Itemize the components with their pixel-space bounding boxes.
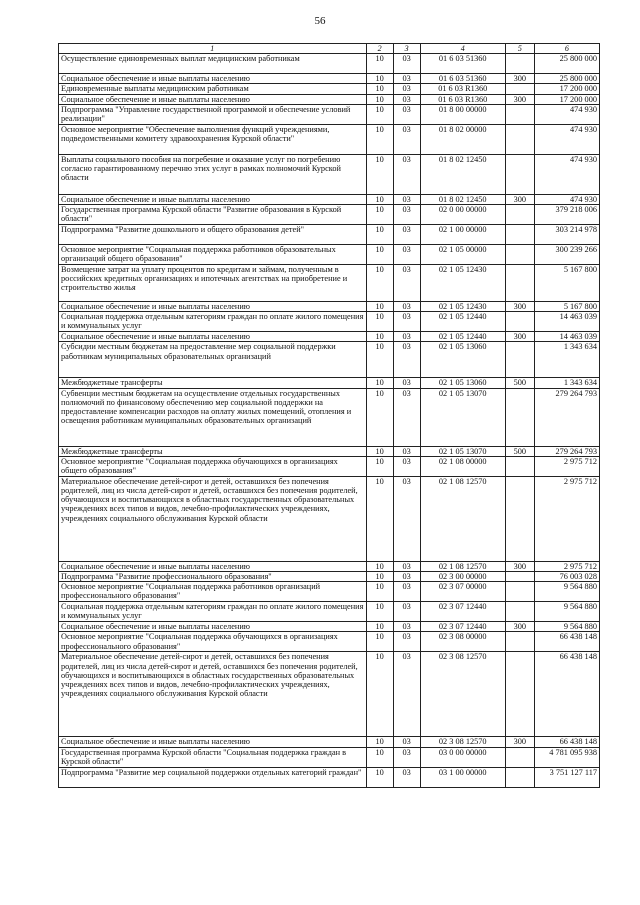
row-name: Социальное обеспечение и иные выплаты населению bbox=[59, 302, 367, 312]
row-expense-type bbox=[505, 456, 534, 476]
row-name: Подпрограмма "Управление государственной программой и обеспечение условий реализации" bbox=[59, 104, 367, 124]
table-row bbox=[59, 54, 600, 74]
row-section: 10 bbox=[366, 245, 393, 265]
row-subsection: 03 bbox=[393, 205, 420, 225]
row-expense-type bbox=[505, 225, 534, 245]
row-name: Основное мероприятие "Социальная поддержка обучающихся в организациях профессионального образования" bbox=[59, 632, 367, 652]
row-section: 10 bbox=[366, 446, 393, 456]
row-section: 10 bbox=[366, 561, 393, 571]
row-section: 10 bbox=[366, 54, 393, 74]
row-target-article: 02 0 00 00000 bbox=[420, 205, 505, 225]
row-section: 10 bbox=[366, 342, 393, 378]
table-row bbox=[59, 265, 600, 302]
row-subsection: 03 bbox=[393, 312, 420, 332]
row-amount: 76 003 028 bbox=[534, 572, 599, 582]
column-number: 5 bbox=[505, 44, 534, 54]
row-expense-type bbox=[505, 265, 534, 302]
row-name: Основное мероприятие "Социальная поддержка обучающихся в организациях общего образования" bbox=[59, 456, 367, 476]
row-target-article: 02 1 05 13060 bbox=[420, 342, 505, 378]
table-row bbox=[59, 342, 600, 378]
row-section: 10 bbox=[366, 104, 393, 124]
row-name: Единовременные выплаты медицинским работникам bbox=[59, 84, 367, 94]
row-name: Основное мероприятие "Обеспечение выполнения функций учреждениями, подведомственными комитету здравоохранения Курской области" bbox=[59, 124, 367, 154]
table-row bbox=[59, 572, 600, 582]
row-target-article: 02 3 07 12440 bbox=[420, 602, 505, 622]
table-row bbox=[59, 332, 600, 342]
row-subsection: 03 bbox=[393, 602, 420, 622]
row-section: 10 bbox=[366, 652, 393, 737]
row-name: Межбюджетные трансферты bbox=[59, 378, 367, 388]
table-row bbox=[59, 245, 600, 265]
row-amount: 5 167 800 bbox=[534, 265, 599, 302]
row-subsection: 03 bbox=[393, 652, 420, 737]
row-target-article: 01 8 02 00000 bbox=[420, 124, 505, 154]
row-target-article: 02 1 08 12570 bbox=[420, 561, 505, 571]
row-section: 10 bbox=[366, 332, 393, 342]
row-section: 10 bbox=[366, 602, 393, 622]
row-target-article: 01 6 03 51360 bbox=[420, 54, 505, 74]
row-amount: 66 438 148 bbox=[534, 652, 599, 737]
row-name: Подпрограмма "Развитие мер социальной поддержки отдельных категорий граждан" bbox=[59, 767, 367, 787]
row-section: 10 bbox=[366, 194, 393, 204]
row-target-article: 02 1 05 13060 bbox=[420, 378, 505, 388]
row-amount: 474 930 bbox=[534, 154, 599, 194]
row-expense-type bbox=[505, 104, 534, 124]
row-amount: 25 800 000 bbox=[534, 74, 599, 84]
table-row bbox=[59, 84, 600, 94]
row-target-article: 02 1 05 12440 bbox=[420, 312, 505, 332]
column-number: 4 bbox=[420, 44, 505, 54]
row-expense-type bbox=[505, 245, 534, 265]
row-subsection: 03 bbox=[393, 104, 420, 124]
row-expense-type bbox=[505, 632, 534, 652]
row-subsection: 03 bbox=[393, 767, 420, 787]
row-subsection: 03 bbox=[393, 302, 420, 312]
row-subsection: 03 bbox=[393, 54, 420, 74]
row-target-article: 02 1 08 12570 bbox=[420, 476, 505, 561]
table-row bbox=[59, 225, 600, 245]
row-expense-type: 300 bbox=[505, 74, 534, 84]
row-amount: 300 239 266 bbox=[534, 245, 599, 265]
table-row bbox=[59, 124, 600, 154]
row-subsection: 03 bbox=[393, 622, 420, 632]
row-expense-type: 300 bbox=[505, 194, 534, 204]
row-target-article: 02 1 05 13070 bbox=[420, 446, 505, 456]
row-expense-type: 300 bbox=[505, 332, 534, 342]
table-row bbox=[59, 446, 600, 456]
row-subsection: 03 bbox=[393, 332, 420, 342]
table-row bbox=[59, 312, 600, 332]
row-subsection: 03 bbox=[393, 446, 420, 456]
row-target-article: 01 6 03 51360 bbox=[420, 74, 505, 84]
row-target-article: 01 8 00 00000 bbox=[420, 104, 505, 124]
row-target-article: 01 6 03 R1360 bbox=[420, 94, 505, 104]
row-amount: 474 930 bbox=[534, 124, 599, 154]
row-target-article: 01 6 03 R1360 bbox=[420, 84, 505, 94]
column-number: 2 bbox=[366, 44, 393, 54]
row-amount: 17 200 000 bbox=[534, 84, 599, 94]
table-row bbox=[59, 652, 600, 737]
row-amount: 2 975 712 bbox=[534, 476, 599, 561]
table-row bbox=[59, 194, 600, 204]
row-amount: 379 218 006 bbox=[534, 205, 599, 225]
page-number: 56 bbox=[314, 15, 326, 27]
row-name: Субвенции местным бюджетам на осуществление отдельных государственных полномочий по финансовому обеспечению мер социальной поддержки на предоставление компенсации расходов на оплату жилых помещений, отопления и освещения работникам муниципальных образовательных организаций bbox=[59, 388, 367, 446]
row-target-article: 02 3 08 00000 bbox=[420, 632, 505, 652]
row-section: 10 bbox=[366, 622, 393, 632]
row-expense-type bbox=[505, 205, 534, 225]
row-name: Осуществление единовременных выплат медицинским работникам bbox=[59, 54, 367, 74]
row-amount: 17 200 000 bbox=[534, 94, 599, 104]
row-amount: 1 343 634 bbox=[534, 342, 599, 378]
row-expense-type bbox=[505, 476, 534, 561]
row-section: 10 bbox=[366, 94, 393, 104]
row-amount: 2 975 712 bbox=[534, 561, 599, 571]
table-row bbox=[59, 737, 600, 747]
row-target-article: 03 0 00 00000 bbox=[420, 747, 505, 767]
row-amount: 1 343 634 bbox=[534, 378, 599, 388]
row-target-article: 02 3 07 00000 bbox=[420, 582, 505, 602]
row-name: Социальная поддержка отдельным категориям граждан по оплате жилого помещения и коммунальных услуг bbox=[59, 602, 367, 622]
row-amount: 25 800 000 bbox=[534, 54, 599, 74]
table-row bbox=[59, 767, 600, 787]
row-subsection: 03 bbox=[393, 154, 420, 194]
table-row bbox=[59, 747, 600, 767]
row-amount: 66 438 148 bbox=[534, 632, 599, 652]
row-section: 10 bbox=[366, 205, 393, 225]
row-section: 10 bbox=[366, 154, 393, 194]
row-expense-type: 500 bbox=[505, 378, 534, 388]
row-amount: 9 564 880 bbox=[534, 622, 599, 632]
table-row bbox=[59, 104, 600, 124]
row-target-article: 02 3 08 12570 bbox=[420, 652, 505, 737]
row-name: Материальное обеспечение детей-сирот и детей, оставшихся без попечения родителей, лиц из числа детей-сирот и детей, оставшихся без попечения родителей, обучающихся и воспитывающихся в областных государственных образовательных учреждениях всех типов и видов, лечебно-профилактических учреждениях, учреждениях социального обслуживания Курской области bbox=[59, 652, 367, 737]
row-target-article: 02 1 05 13070 bbox=[420, 388, 505, 446]
row-expense-type: 300 bbox=[505, 622, 534, 632]
table-row bbox=[59, 632, 600, 652]
row-expense-type bbox=[505, 154, 534, 194]
row-subsection: 03 bbox=[393, 582, 420, 602]
row-amount: 9 564 880 bbox=[534, 602, 599, 622]
row-subsection: 03 bbox=[393, 225, 420, 245]
row-name: Социальное обеспечение и иные выплаты населению bbox=[59, 94, 367, 104]
row-expense-type bbox=[505, 602, 534, 622]
row-expense-type: 300 bbox=[505, 302, 534, 312]
row-subsection: 03 bbox=[393, 476, 420, 561]
table-row bbox=[59, 94, 600, 104]
row-subsection: 03 bbox=[393, 124, 420, 154]
row-name: Социальная поддержка отдельным категориям граждан по оплате жилого помещения и коммунальных услуг bbox=[59, 312, 367, 332]
row-expense-type bbox=[505, 124, 534, 154]
column-number: 6 bbox=[534, 44, 599, 54]
row-target-article: 02 1 05 12430 bbox=[420, 265, 505, 302]
row-name: Субсидии местным бюджетам на предоставление мер социальной поддержки работникам муниципальных образовательных организаций bbox=[59, 342, 367, 378]
row-expense-type bbox=[505, 84, 534, 94]
row-amount: 66 438 148 bbox=[534, 737, 599, 747]
table-row bbox=[59, 154, 600, 194]
table-row bbox=[59, 561, 600, 571]
row-amount: 474 930 bbox=[534, 194, 599, 204]
row-expense-type bbox=[505, 652, 534, 737]
row-subsection: 03 bbox=[393, 265, 420, 302]
row-amount: 14 463 039 bbox=[534, 312, 599, 332]
row-amount: 2 975 712 bbox=[534, 456, 599, 476]
row-expense-type bbox=[505, 342, 534, 378]
row-section: 10 bbox=[366, 225, 393, 245]
row-expense-type bbox=[505, 582, 534, 602]
table-row bbox=[59, 302, 600, 312]
row-subsection: 03 bbox=[393, 378, 420, 388]
row-amount: 4 781 095 938 bbox=[534, 747, 599, 767]
row-name: Основное мероприятие "Социальная поддержка работников организаций профессионального образования" bbox=[59, 582, 367, 602]
row-expense-type: 300 bbox=[505, 94, 534, 104]
row-subsection: 03 bbox=[393, 737, 420, 747]
table-row bbox=[59, 622, 600, 632]
row-target-article: 02 1 05 00000 bbox=[420, 245, 505, 265]
row-target-article: 03 1 00 00000 bbox=[420, 767, 505, 787]
row-subsection: 03 bbox=[393, 572, 420, 582]
row-expense-type: 500 bbox=[505, 446, 534, 456]
row-expense-type bbox=[505, 572, 534, 582]
row-target-article: 02 1 05 12440 bbox=[420, 332, 505, 342]
row-section: 10 bbox=[366, 388, 393, 446]
row-subsection: 03 bbox=[393, 94, 420, 104]
row-name: Социальное обеспечение и иные выплаты населению bbox=[59, 622, 367, 632]
row-name: Социальное обеспечение и иные выплаты населению bbox=[59, 737, 367, 747]
row-section: 10 bbox=[366, 767, 393, 787]
table-row bbox=[59, 476, 600, 561]
row-amount: 474 930 bbox=[534, 104, 599, 124]
row-section: 10 bbox=[366, 747, 393, 767]
row-expense-type: 300 bbox=[505, 561, 534, 571]
row-target-article: 02 3 07 12440 bbox=[420, 622, 505, 632]
row-expense-type bbox=[505, 388, 534, 446]
row-subsection: 03 bbox=[393, 74, 420, 84]
table-row bbox=[59, 74, 600, 84]
column-number-row bbox=[59, 44, 600, 54]
table-row bbox=[59, 602, 600, 622]
row-section: 10 bbox=[366, 582, 393, 602]
row-subsection: 03 bbox=[393, 342, 420, 378]
row-name: Выплаты социального пособия на погребение и оказание услуг по погребению согласно гарантированному перечню этих услуг в рамках полномочий Курской области bbox=[59, 154, 367, 194]
row-name: Основное мероприятие "Социальная поддержка работников образовательных организаций общего образования" bbox=[59, 245, 367, 265]
row-amount: 14 463 039 bbox=[534, 332, 599, 342]
row-expense-type bbox=[505, 767, 534, 787]
row-subsection: 03 bbox=[393, 388, 420, 446]
row-section: 10 bbox=[366, 124, 393, 154]
table-row bbox=[59, 205, 600, 225]
row-target-article: 02 3 00 00000 bbox=[420, 572, 505, 582]
row-expense-type: 300 bbox=[505, 737, 534, 747]
row-name: Социальное обеспечение и иные выплаты населению bbox=[59, 74, 367, 84]
row-name: Социальное обеспечение и иные выплаты населению bbox=[59, 332, 367, 342]
row-expense-type bbox=[505, 312, 534, 332]
row-name: Социальное обеспечение и иные выплаты населению bbox=[59, 561, 367, 571]
row-name: Подпрограмма "Развитие профессионального образования" bbox=[59, 572, 367, 582]
row-target-article: 01 8 02 12450 bbox=[420, 154, 505, 194]
row-section: 10 bbox=[366, 476, 393, 561]
row-name: Подпрограмма "Развитие дошкольного и общего образования детей" bbox=[59, 225, 367, 245]
row-section: 10 bbox=[366, 378, 393, 388]
row-expense-type bbox=[505, 54, 534, 74]
row-target-article: 02 1 05 12430 bbox=[420, 302, 505, 312]
table-row bbox=[59, 388, 600, 446]
row-subsection: 03 bbox=[393, 245, 420, 265]
row-section: 10 bbox=[366, 312, 393, 332]
row-target-article: 02 3 08 12570 bbox=[420, 737, 505, 747]
row-amount: 3 751 127 117 bbox=[534, 767, 599, 787]
table-row bbox=[59, 378, 600, 388]
row-section: 10 bbox=[366, 632, 393, 652]
row-amount: 5 167 800 bbox=[534, 302, 599, 312]
row-section: 10 bbox=[366, 302, 393, 312]
row-name: Материальное обеспечение детей-сирот и детей, оставшихся без попечения родителей, лиц из числа детей-сирот и детей, оставшихся без попечения родителей, обучающихся и воспитывающихся в областных государственных образовательных учреждениях всех типов и видов, лечебно-профилактических учреждениях, учреждениях социального обслуживания Курской области bbox=[59, 476, 367, 561]
row-subsection: 03 bbox=[393, 84, 420, 94]
row-subsection: 03 bbox=[393, 194, 420, 204]
row-section: 10 bbox=[366, 84, 393, 94]
row-name: Государственная программа Курской области "Развитие образования в Курской области" bbox=[59, 205, 367, 225]
row-section: 10 bbox=[366, 74, 393, 84]
table-row bbox=[59, 582, 600, 602]
row-amount: 303 214 978 bbox=[534, 225, 599, 245]
row-subsection: 03 bbox=[393, 561, 420, 571]
row-section: 10 bbox=[366, 265, 393, 302]
column-number: 1 bbox=[59, 44, 367, 54]
row-section: 10 bbox=[366, 456, 393, 476]
row-name: Социальное обеспечение и иные выплаты населению bbox=[59, 194, 367, 204]
budget-table bbox=[58, 43, 600, 788]
column-number: 3 bbox=[393, 44, 420, 54]
row-target-article: 02 1 00 00000 bbox=[420, 225, 505, 245]
row-section: 10 bbox=[366, 572, 393, 582]
row-subsection: 03 bbox=[393, 456, 420, 476]
row-name: Межбюджетные трансферты bbox=[59, 446, 367, 456]
row-subsection: 03 bbox=[393, 632, 420, 652]
table-row bbox=[59, 456, 600, 476]
row-amount: 279 264 793 bbox=[534, 388, 599, 446]
row-expense-type bbox=[505, 747, 534, 767]
row-name: Государственная программа Курской области "Социальная поддержка граждан в Курской области" bbox=[59, 747, 367, 767]
row-subsection: 03 bbox=[393, 747, 420, 767]
row-amount: 9 564 880 bbox=[534, 582, 599, 602]
row-amount: 279 264 793 bbox=[534, 446, 599, 456]
row-section: 10 bbox=[366, 737, 393, 747]
row-target-article: 01 8 02 12450 bbox=[420, 194, 505, 204]
row-name: Возмещение затрат на уплату процентов по кредитам и займам, полученным в российских кредитных организациях и ипотечных агентствах на приобретение и строительство жилья bbox=[59, 265, 367, 302]
row-target-article: 02 1 08 00000 bbox=[420, 456, 505, 476]
